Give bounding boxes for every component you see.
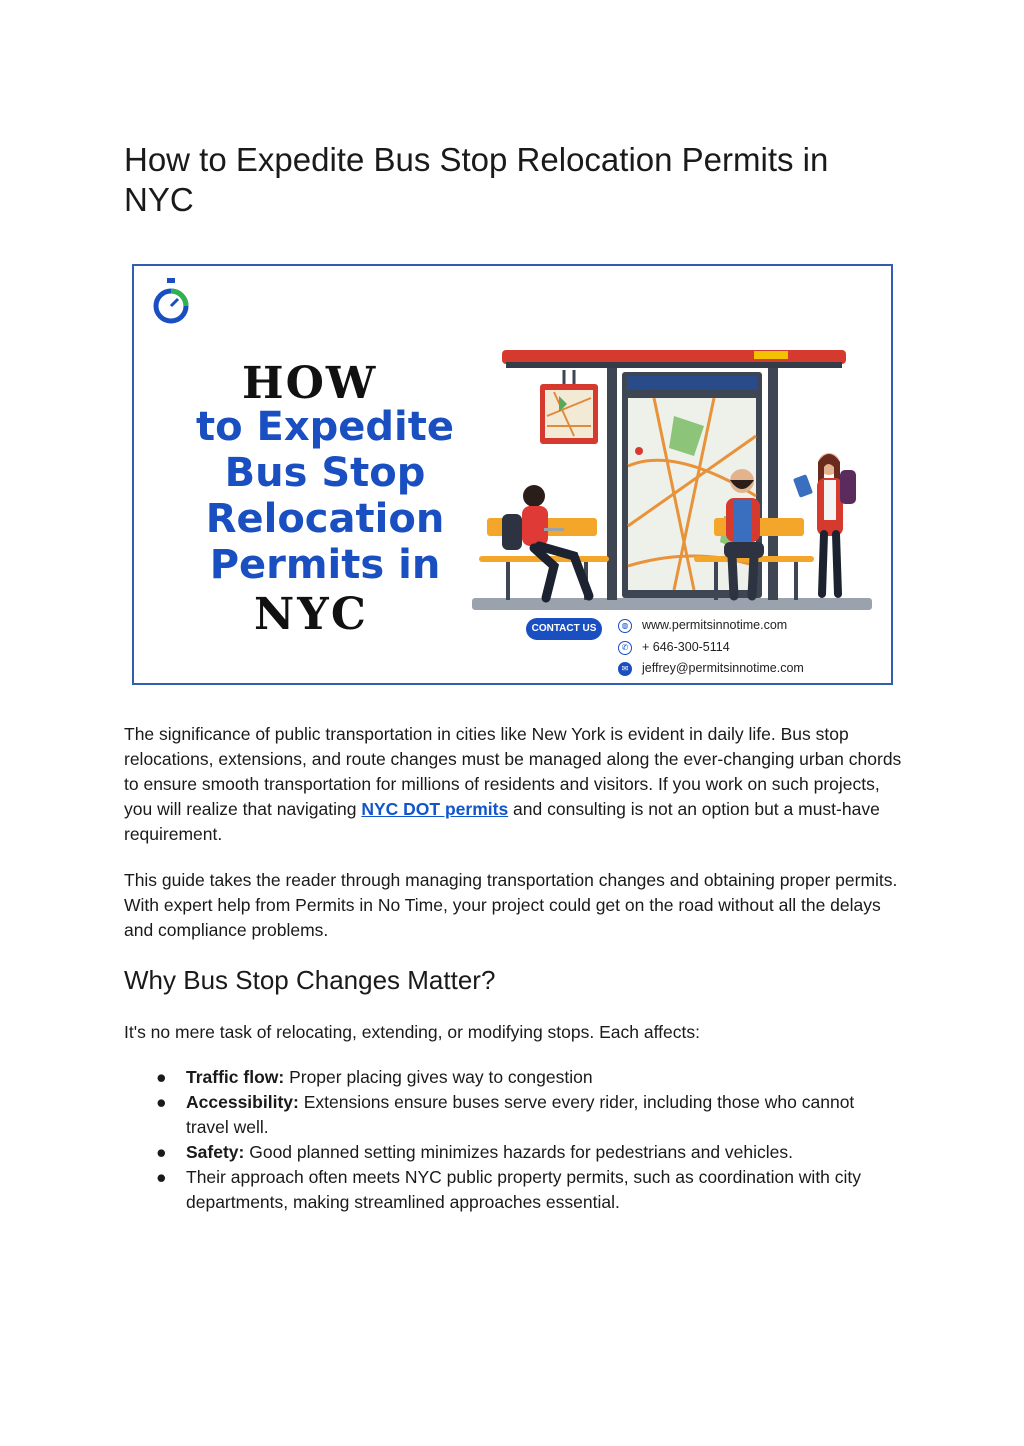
banner-heading-line: Bus Stop: [224, 450, 426, 496]
banner-heading-nyc: NYC: [254, 589, 369, 640]
intro-text-after: and consulting is not an option but a must-have requirement.: [124, 799, 880, 844]
list-item: [124, 1065, 900, 1090]
shelter-roof: [502, 350, 846, 364]
banner-heading-line: to Expedite: [195, 404, 454, 450]
website-line: [618, 616, 787, 634]
section-lead: It's no mere task of relocating, extending, or modifying stops. Each affects:: [124, 1022, 700, 1042]
section-heading: Why Bus Stop Changes Matter?: [124, 965, 496, 995]
list-item: [124, 1165, 900, 1215]
list-item: [124, 1090, 900, 1140]
person-left: [502, 485, 589, 598]
bullet-icon: ●: [156, 1167, 167, 1187]
globe-icon: ◍: [618, 619, 632, 633]
bullet-icon: ●: [156, 1067, 167, 1087]
mail-icon: ✉: [618, 662, 632, 676]
bullet-label: Accessibility:: [186, 1092, 299, 1112]
nyc-dot-permits-link[interactable]: NYC DOT permits: [361, 799, 509, 819]
intro-text: The significance of public transportation in cities like New York is evident in daily life. Bus stop relocations, extensions, and route changes must be managed along the ever-changing urban chords to ensure smooth transportation for millions of residents and visitors. If you work on such projects, you will realize that navigating: [124, 724, 902, 819]
banner-heading-line: Permits in: [209, 542, 441, 588]
contact-us-button[interactable]: CONTACT US: [526, 618, 602, 640]
bullet-text: Extensions ensure buses serve every rider, including those who cannot travel well.: [186, 1092, 855, 1137]
list-item: [124, 1140, 900, 1165]
banner-heading-main: [180, 404, 470, 588]
bullet-text: Good planned setting minimizes hazards for pedestrians and vehicles.: [244, 1142, 793, 1162]
phone-text: + 646-300-5114: [642, 640, 730, 654]
bullet-text: Proper placing gives way to congestion: [284, 1067, 593, 1087]
bullet-icon: ●: [156, 1092, 167, 1112]
banner-heading-line: Relocation: [205, 496, 445, 542]
phone-line: [618, 638, 730, 656]
sidewalk: [472, 598, 872, 610]
email-line: [618, 659, 804, 677]
banner-heading-how: HOW: [242, 358, 378, 409]
page-title: How to Expedite Bus Stop Relocation Permits in NYC: [124, 141, 829, 218]
website-text: www.permitsinnotime.com: [642, 618, 788, 632]
bullet-list: [124, 1065, 900, 1215]
bullet-label: Traffic flow:: [186, 1067, 285, 1087]
intro-paragraph-2: This guide takes the reader through managing transportation changes and obtaining proper permits. With expert help from Permits in No Time, your project could get on the road without all the delays and compliance problems.: [124, 870, 898, 940]
phone-icon: ✆: [618, 641, 632, 655]
bullet-icon: ●: [156, 1142, 167, 1162]
stopwatch-logo-icon: [156, 278, 186, 321]
intro-paragraph-1: [124, 722, 902, 847]
bullet-label: Safety:: [186, 1142, 245, 1162]
banner-image: [132, 264, 893, 685]
email-text: jeffrey@permitsinnotime.com: [642, 661, 804, 675]
bullet-text: Their approach often meets NYC public property permits, such as coordination with city departments, making streamlined approaches essential.: [186, 1167, 862, 1212]
